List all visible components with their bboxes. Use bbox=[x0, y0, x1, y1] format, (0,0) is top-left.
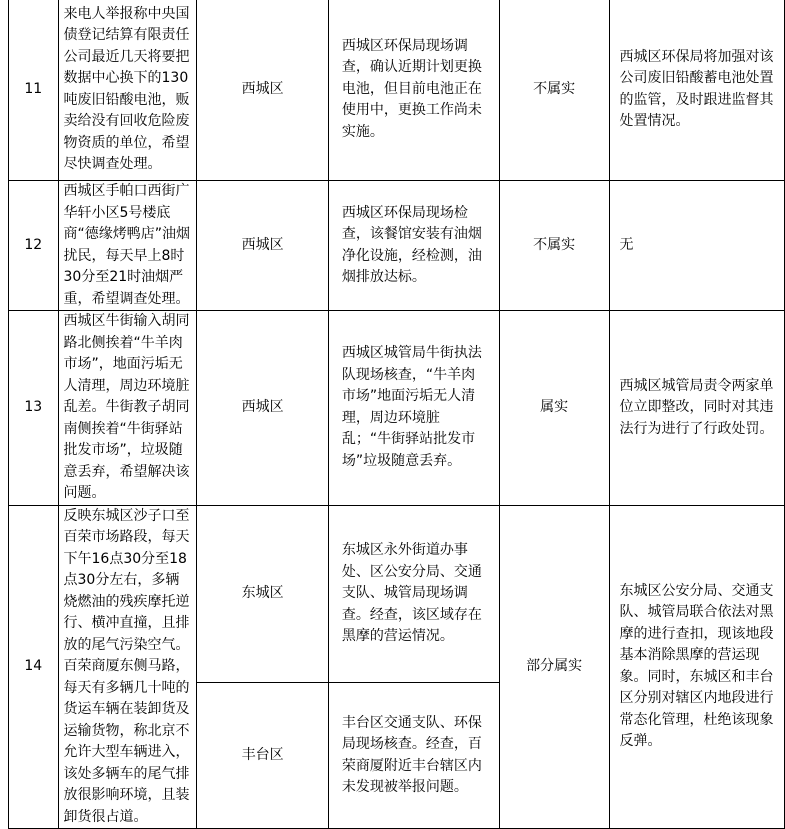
table-row bbox=[9, 0, 785, 181]
row-number: 12 bbox=[9, 181, 59, 311]
district-cell: 西城区 bbox=[197, 311, 329, 506]
investigation-text: 西城区环保局现场检查，该餐馆安装有油烟净化设施，经检测，油烟排放达标。 bbox=[328, 181, 499, 311]
verification-status: 不属实 bbox=[499, 0, 609, 181]
complaint-text: 反映东城区沙子口至百荣市场路段，每天下午16点30分至18点30分左右，多辆烧燃油的残疾摩托逆行、横冲直撞，且排放的尾气污染空气。百荣商厦东侧马路，每天有多辆几十吨的货运车辆在装卸货及运输货物，称北京不允许大型车辆进入，该处多辆车的尾气排放很影响环境，且装卸货很占道。 bbox=[58, 505, 197, 829]
verification-status: 部分属实 bbox=[499, 505, 609, 829]
complaint-text: 西城区牛街输入胡同路北侧挨着“牛羊肉市场”，地面污垢无人清理，周边环境脏乱差。牛街教子胡同南侧挨着“牛街驿站批发市场”，垃圾随意丢弃，希望解决该问题。 bbox=[58, 311, 197, 506]
investigation-text: 西城区城管局牛街执法队现场核查，“牛羊肉市场”地面污垢无人清理，周边环境脏乱；“牛街驿站批发市场”垃圾随意丢弃。 bbox=[328, 311, 499, 506]
investigation-text: 丰台区交通支队、环保局现场核查。经查，百荣商厦附近丰台辖区内未发现被举报问题。 bbox=[328, 683, 499, 829]
complaint-text: 西城区手帕口西街广华轩小区5号楼底商“德缘烤鸭店”油烟扰民，每天早上8时30分至21时油烟严重，希望调查处理。 bbox=[58, 181, 197, 311]
table-row bbox=[9, 505, 785, 683]
district-cell: 西城区 bbox=[197, 181, 329, 311]
investigation-text: 东城区永外街道办事处、区公安分局、交通支队、城管局现场调查。经查，该区域存在黑摩的营运情况。 bbox=[328, 505, 499, 683]
complaint-table bbox=[8, 0, 785, 829]
handling-result: 无 bbox=[609, 181, 784, 311]
handling-result: 西城区环保局将加强对该公司废旧铅酸蓄电池处置的监管，及时跟进监督其处置情况。 bbox=[609, 0, 784, 181]
table-row bbox=[9, 311, 785, 506]
handling-result: 东城区公安分局、交通支队、城管局联合依法对黑摩的进行查扣，现该地段基本消除黑摩的营运现象。同时，东城区和丰台区分别对辖区内地段进行常态化管理，杜绝该现象反弹。 bbox=[609, 505, 784, 829]
district-cell: 西城区 bbox=[197, 0, 329, 181]
row-number: 11 bbox=[9, 0, 59, 181]
investigation-text: 西城区环保局现场调查，确认近期计划更换电池，但目前电池正在使用中，更换工作尚未实施。 bbox=[328, 0, 499, 181]
table-row bbox=[9, 181, 785, 311]
row-number: 13 bbox=[9, 311, 59, 506]
district-cell: 丰台区 bbox=[197, 683, 329, 829]
verification-status: 属实 bbox=[499, 311, 609, 506]
district-cell: 东城区 bbox=[197, 505, 329, 683]
complaint-text: 来电人举报称中央国债登记结算有限责任公司最近几天将要把数据中心换下的130吨废旧铅酸电池，贩卖给没有回收危险废物资质的单位，希望尽快调查处理。 bbox=[58, 0, 197, 181]
verification-status: 不属实 bbox=[499, 181, 609, 311]
handling-result: 西城区城管局责令两家单位立即整改，同时对其违法行为进行了行政处罚。 bbox=[609, 311, 784, 506]
row-number: 14 bbox=[9, 505, 59, 829]
